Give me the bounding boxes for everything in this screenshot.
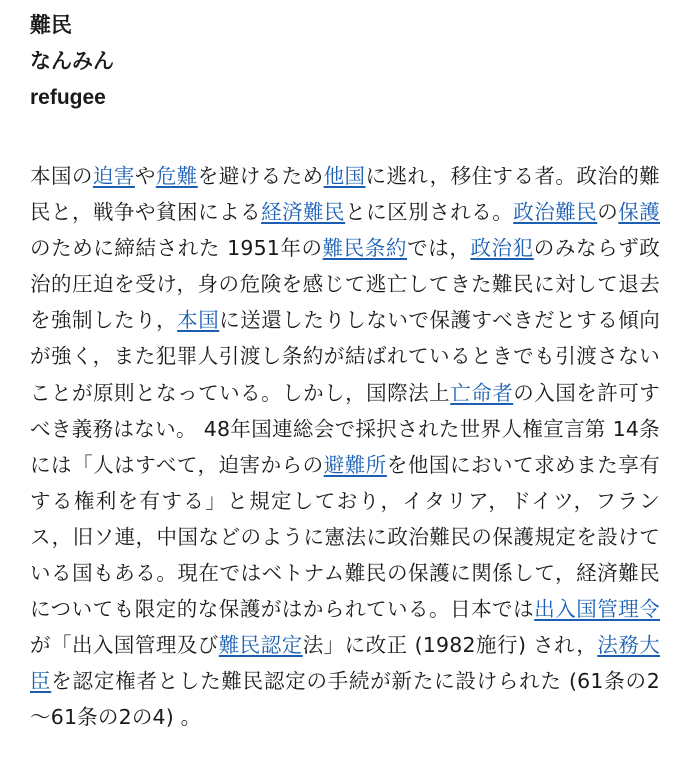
definition-link[interactable]: 政治犯 [470, 236, 534, 261]
definition-link[interactable]: 難民条約 [322, 236, 408, 261]
definition-segment: が「出入国管理及び [30, 633, 219, 658]
definition-link[interactable]: 難民認定 [218, 633, 303, 658]
definition-segment: を避けるため [197, 164, 324, 188]
headword-english: refugee [30, 86, 106, 109]
definition-segment: に送還したりしないで保護すべきだとする傾向が強く，また犯罪人引渡し条約が結ばれているときでも引渡さないことが原則となっている。しかし，国際法上 [30, 308, 660, 405]
definition-link[interactable]: 経済難民 [261, 200, 346, 225]
definition-link[interactable]: 出入国管理令 [534, 597, 661, 622]
definition-link[interactable]: 法務大臣 [30, 633, 660, 694]
definition-segment: を認定権者とした難民認定の手続が新たに設けられた (61条の2～61条の2の4) 。 [30, 669, 661, 730]
definition-segment: のみならず政治的圧迫を受け，身の危険を感じて逃亡してきた難民に対して退去を強制したり， [30, 236, 660, 333]
definition-segment: の入国を許可すべき義務はない。 48年国連総会で採択された世界人権宣言第 14条には「人はすべて，迫害からの [30, 380, 660, 477]
definition-text [30, 158, 660, 736]
definition-link[interactable]: 保護 [618, 200, 661, 225]
headword-reading: なんみん [30, 50, 114, 73]
headword: 難民 [30, 14, 72, 37]
definition-segment: のために締結された 1951年の [30, 236, 323, 261]
definition-link[interactable]: 亡命者 [450, 380, 514, 405]
definition-segment: 本国の [30, 164, 93, 188]
definition-segment: 法」に改正 (1982施行) され， [302, 633, 598, 658]
definition-link[interactable]: 他国 [323, 164, 366, 188]
definition-segment: や [134, 164, 156, 188]
definition-link[interactable]: 政治難民 [513, 200, 598, 225]
definition-segment: の [597, 200, 619, 225]
dictionary-entry [30, 8, 660, 736]
definition-segment: を他国において求めまた享有する権利を有する」と規定しており，イタリア，ドイツ，フランス，旧ソ連，中国などのように憲法に政治難民の保護規定を設けている国もある。現在ではベトナム難民の保護に関係して，経済難民についても限定的な保護がはかられている。日本では [30, 452, 660, 622]
definition-segment: に逃れ，移住する者。政治的難民と，戦争や貧困による [30, 164, 660, 225]
definition-link[interactable]: 避難所 [323, 452, 387, 477]
definition-segment: とに区別される。 [345, 200, 514, 225]
definition-link[interactable]: 危難 [155, 164, 198, 188]
definition-link[interactable]: 本国 [177, 308, 220, 333]
definition-segment: では， [407, 236, 471, 261]
definition-link[interactable]: 迫害 [92, 164, 135, 188]
